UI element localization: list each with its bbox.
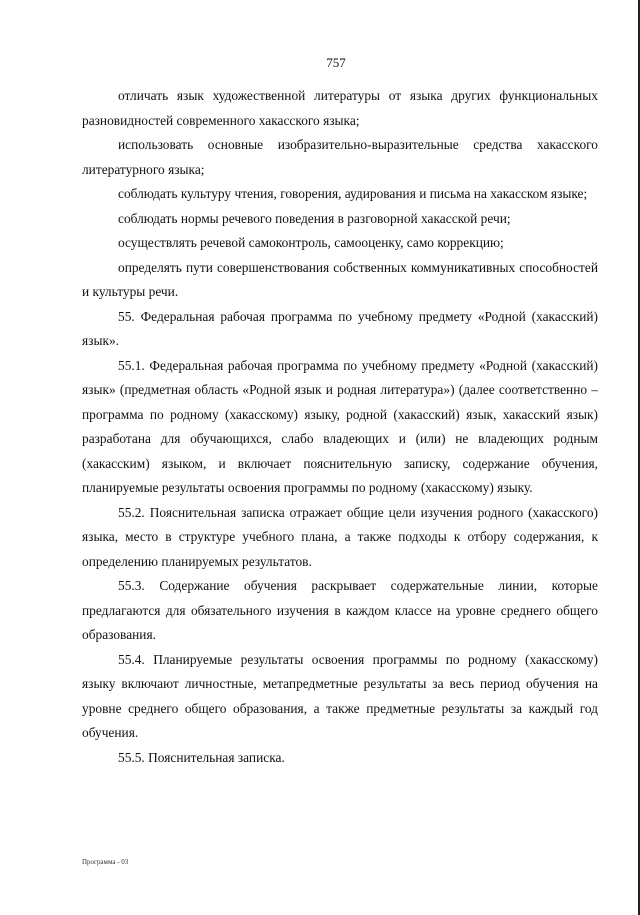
page-footer: Программа - 03: [82, 858, 129, 866]
paragraph: 55.3. Содержание обучения раскрывает содержательные линии, которые предлагаются для обязательного изучения в каждом классе на уровне среднего общего образования.: [82, 578, 598, 642]
paragraph: осуществлять речевой самоконтроль, самооценку, само коррекцию;: [118, 235, 504, 250]
paragraph: соблюдать нормы речевого поведения в разговорной хакасской речи;: [118, 210, 511, 226]
paragraph: 55.2. Пояснительная записка отражает общие цели изучения родного (хакасского) языка, место в структуре учебного плана, а также подходы к отбору содержания, к определению планируемых результатов.: [82, 504, 598, 569]
paragraph: 55.1. Федеральная рабочая программа по учебному предмету «Родной (хакасский) язык» (предметная область «Родной язык и родная литература») (далее соответственно – программа по родному (хакасскому) языку, родной (хакасский) язык, хакасский язык) разработана для обучающихся, слабо владеющих и (или) не владеющих родным (хакасским) языком, и включает пояснительную записку, содержание обучения, планируемые результаты освоения программы по родному (хакасскому) языку.: [82, 357, 598, 495]
paragraph: определять пути совершенствования собственных коммуникативных способностей и культуры речи.: [82, 259, 598, 299]
page-number: 757: [326, 55, 346, 70]
paragraph: отличать язык художественной литературы от языка других функциональных разновидностей современного хакасского языка;: [82, 88, 598, 128]
paragraph: использовать основные изобразительно-выразительные средства хакасского литературного языка;: [82, 137, 598, 177]
paragraph: соблюдать культуру чтения, говорения, аудирования и письма на хакасском языке;: [118, 186, 588, 201]
page-body: [82, 84, 598, 770]
section-heading-55: 55. Федеральная рабочая программа по учебному предмету «Родной (хакасский) язык».: [82, 308, 598, 348]
paragraph: 55.4. Планируемые результаты освоения программы по родному (хакасскому) языку включают личностные, метапредметные результаты за весь период обучения на уровне среднего общего образования, а также предметные результаты за каждый год обучения.: [82, 651, 598, 740]
paragraph: 55.5. Пояснительная записка.: [118, 749, 285, 765]
